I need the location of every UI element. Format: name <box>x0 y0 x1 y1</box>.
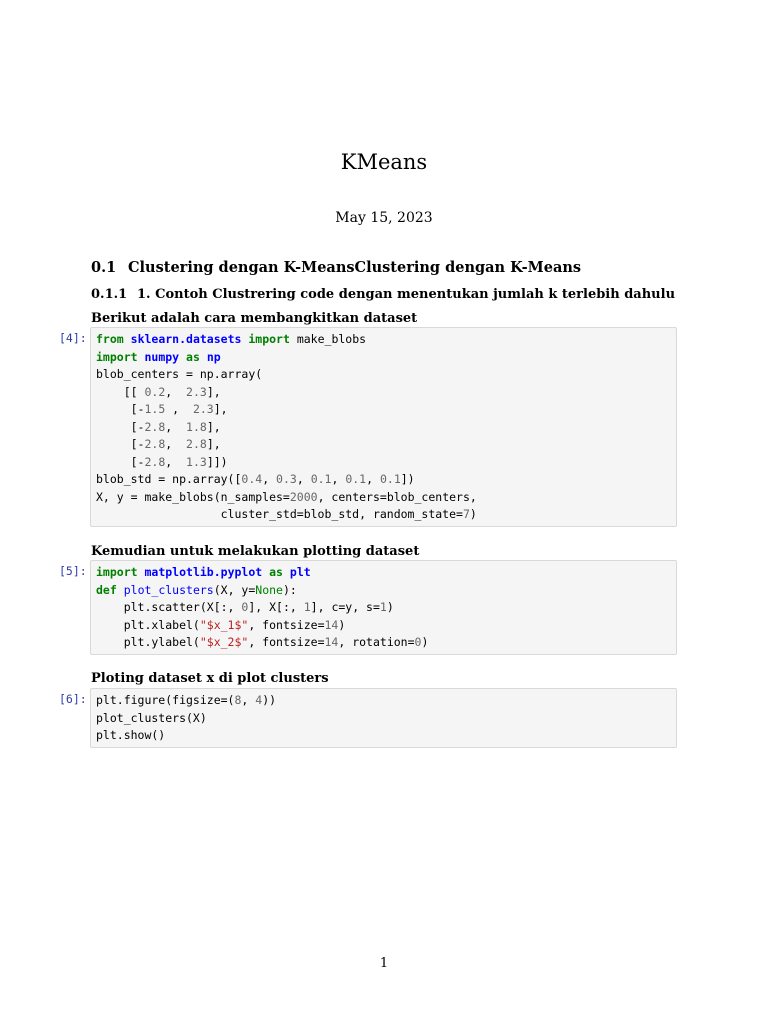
code-number: 0.1 <box>379 472 401 486</box>
code-module-name: numpy <box>144 349 180 364</box>
code-number: 2.8 <box>144 419 166 434</box>
section-heading <box>91 259 581 276</box>
subsection-title: 1. Contoh Clustrering code dengan menentukan jumlah k terlebih dahulu <box>137 287 676 302</box>
code-module-name: plt <box>289 565 311 579</box>
code-block[interactable]: plt.figure(figsize=(8, 4)) plot_clusters(X) plt.show() <box>96 693 277 742</box>
code-number: 2.8 <box>144 437 166 451</box>
section-title: Clustering dengan K-MeansClustering dengan K-Means <box>128 259 582 276</box>
document-title: KMeans <box>340 150 428 174</box>
code-number: 1 <box>303 600 311 614</box>
page-number: 1 <box>379 956 389 971</box>
code-number: 2.3 <box>192 402 214 416</box>
cell-prompt: [5]: <box>59 564 87 578</box>
code-keyword: def <box>96 582 117 597</box>
code-string: "$x_1$" <box>199 617 249 632</box>
code-block[interactable]: from sklearn.datasets import make_blobs import numpy as np blob_centers = np.array( [[ 0.2, 2.3], [-1.5 , 2.3], [-2.8, 1.8], [-2.8, 2.8], [-2.8, 1.3]]) blob_std = np.array([0.4, 0.3, 0.1, 0.1, 0.1]) X, y = make_blobs(n_samples=2000, centers=blob_centers, cluster_std=blob_std, random_state=7) <box>96 332 477 521</box>
code-module-name: sklearn.datasets <box>130 332 242 346</box>
code-number: 2.3 <box>186 384 207 399</box>
code-number: 1.3 <box>186 454 207 469</box>
code-number: 1 <box>379 600 387 614</box>
code-number: 1.5 <box>144 402 166 416</box>
code-number: 0.1 <box>310 472 332 486</box>
code-module-name: matplotlib.pyplot <box>144 565 263 579</box>
code-number: 2.8 <box>186 437 207 451</box>
code-number: 2.8 <box>144 454 166 469</box>
code-function-name: plot_clusters <box>123 582 214 597</box>
code-number: 0.3 <box>276 472 297 486</box>
code-number: 14 <box>324 635 339 649</box>
code-keyword: import <box>96 565 138 579</box>
code-keyword: as <box>269 565 283 579</box>
code-cell[interactable] <box>90 560 677 655</box>
code-block[interactable]: import matplotlib.pyplot as plt def plot_clusters(X, y=None): plt.scatter(X[:, 0], X[:, 1], c=y, s=1) plt.xlabel("$x_1$", fontsize=14) plt.ylabel("$x_2$", fontsize=14, rotation=0) <box>96 565 429 649</box>
code-keyword: from <box>96 332 124 346</box>
code-number: 8 <box>234 693 242 707</box>
cell-prompt: [4]: <box>59 331 87 345</box>
code-number: 14 <box>324 617 339 632</box>
code-number: 4 <box>255 693 263 707</box>
code-keyword: import <box>248 332 290 346</box>
paragraph-generate-dataset: Berikut adalah cara membangkitkan dataset <box>91 311 418 326</box>
code-string: "$x_2$" <box>199 635 249 649</box>
code-number: 1.8 <box>186 419 207 434</box>
code-number: 7 <box>462 507 470 521</box>
subsection-heading <box>91 287 675 302</box>
code-number: 0.1 <box>345 472 367 486</box>
code-number: 0 <box>241 600 249 614</box>
code-number: 0.4 <box>241 472 263 486</box>
code-number: 0 <box>414 635 422 649</box>
subsection-number: 0.1.1 <box>91 287 128 302</box>
cell-prompt: [6]: <box>59 692 87 706</box>
code-number: 0.2 <box>144 384 166 399</box>
paragraph-plotting: Kemudian untuk melakukan plotting dataset <box>91 544 420 559</box>
code-cell[interactable] <box>90 688 677 748</box>
paragraph-plot-clusters: Ploting dataset x di plot clusters <box>91 671 329 686</box>
code-keyword: import <box>96 349 138 364</box>
code-cell[interactable] <box>90 327 677 527</box>
code-number: 2000 <box>289 489 318 504</box>
code-module-name: np <box>206 349 221 364</box>
code-builtin: None <box>255 582 283 597</box>
section-number: 0.1 <box>91 259 117 276</box>
document-date: May 15, 2023 <box>335 210 433 226</box>
code-keyword: as <box>186 349 200 364</box>
